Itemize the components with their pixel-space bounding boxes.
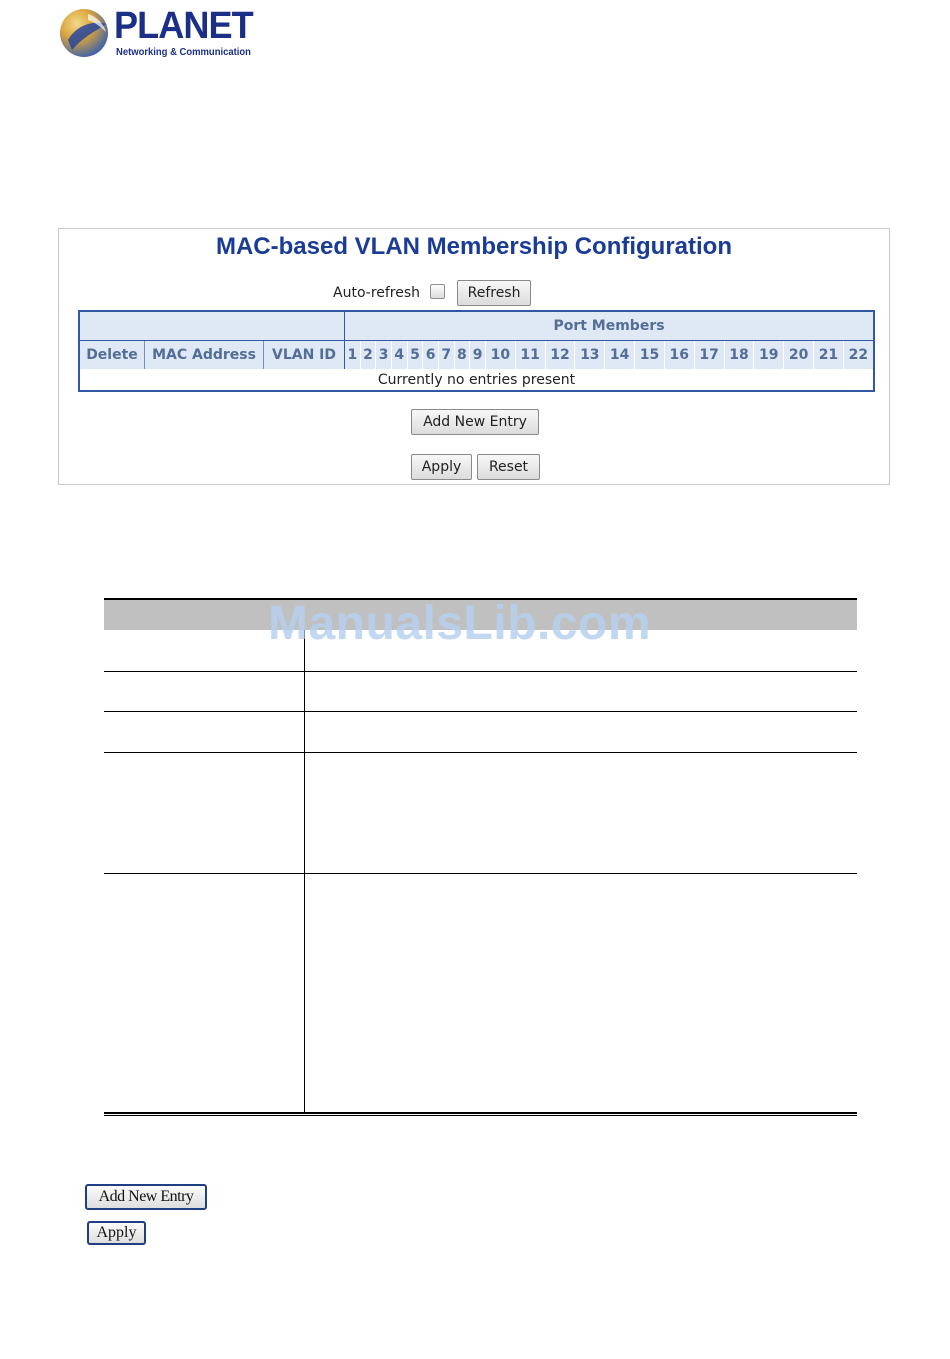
vlan-config-panel: [58, 228, 890, 485]
logo-tagline: Networking & Communication: [116, 46, 251, 58]
port-header-4: 4: [391, 341, 407, 370]
port-header-19: 19: [754, 341, 784, 370]
table-row: [104, 753, 857, 874]
port-header-20: 20: [784, 341, 814, 370]
reset-button[interactable]: Reset: [477, 454, 540, 480]
auto-refresh-checkbox[interactable]: [430, 284, 445, 299]
column-header-vlan-id: VLAN ID: [264, 341, 345, 370]
page-title: MAC-based VLAN Membership Configuration: [215, 233, 732, 260]
port-header-10: 10: [485, 341, 515, 370]
refresh-button[interactable]: Refresh: [457, 280, 531, 306]
planet-logo: [58, 6, 268, 62]
column-header-mac-address: MAC Address: [145, 341, 264, 370]
port-header-16: 16: [664, 341, 694, 370]
example-apply-button[interactable]: Apply: [87, 1221, 146, 1245]
mac-vlan-table: [78, 310, 875, 392]
port-header-15: 15: [635, 341, 665, 370]
port-header-2: 2: [360, 341, 376, 370]
port-header-17: 17: [694, 341, 724, 370]
port-header-1: 1: [345, 341, 361, 370]
port-header-5: 5: [407, 341, 423, 370]
watermark: ManualsLib.com: [268, 597, 652, 650]
port-members-header: Port Members: [345, 311, 875, 341]
table-bottom-rule: [104, 1112, 857, 1116]
port-header-3: 3: [376, 341, 392, 370]
apply-button[interactable]: Apply: [411, 454, 472, 480]
add-new-entry-button[interactable]: Add New Entry: [411, 409, 539, 435]
globe-icon: [58, 6, 110, 58]
column-header-delete: Delete: [79, 341, 145, 370]
table-row: [104, 712, 857, 753]
port-header-7: 7: [438, 341, 454, 370]
port-header-22: 22: [843, 341, 874, 370]
port-header-9: 9: [470, 341, 486, 370]
logo-wordmark: PLANET: [114, 5, 253, 47]
column-divider: [304, 630, 305, 1114]
refresh-row: [333, 280, 531, 306]
port-header-8: 8: [454, 341, 470, 370]
empty-table-message: Currently no entries present: [79, 370, 874, 392]
port-header-18: 18: [724, 341, 754, 370]
port-header-6: 6: [423, 341, 439, 370]
auto-refresh-label: Auto-refresh: [333, 285, 421, 301]
port-header-12: 12: [545, 341, 575, 370]
port-header-14: 14: [605, 341, 635, 370]
port-header-11: 11: [515, 341, 545, 370]
port-header-13: 13: [575, 341, 605, 370]
table-row: [104, 672, 857, 712]
table-header-blank: [79, 311, 345, 341]
example-add-new-entry-button[interactable]: Add New Entry: [85, 1184, 207, 1210]
port-header-21: 21: [814, 341, 844, 370]
